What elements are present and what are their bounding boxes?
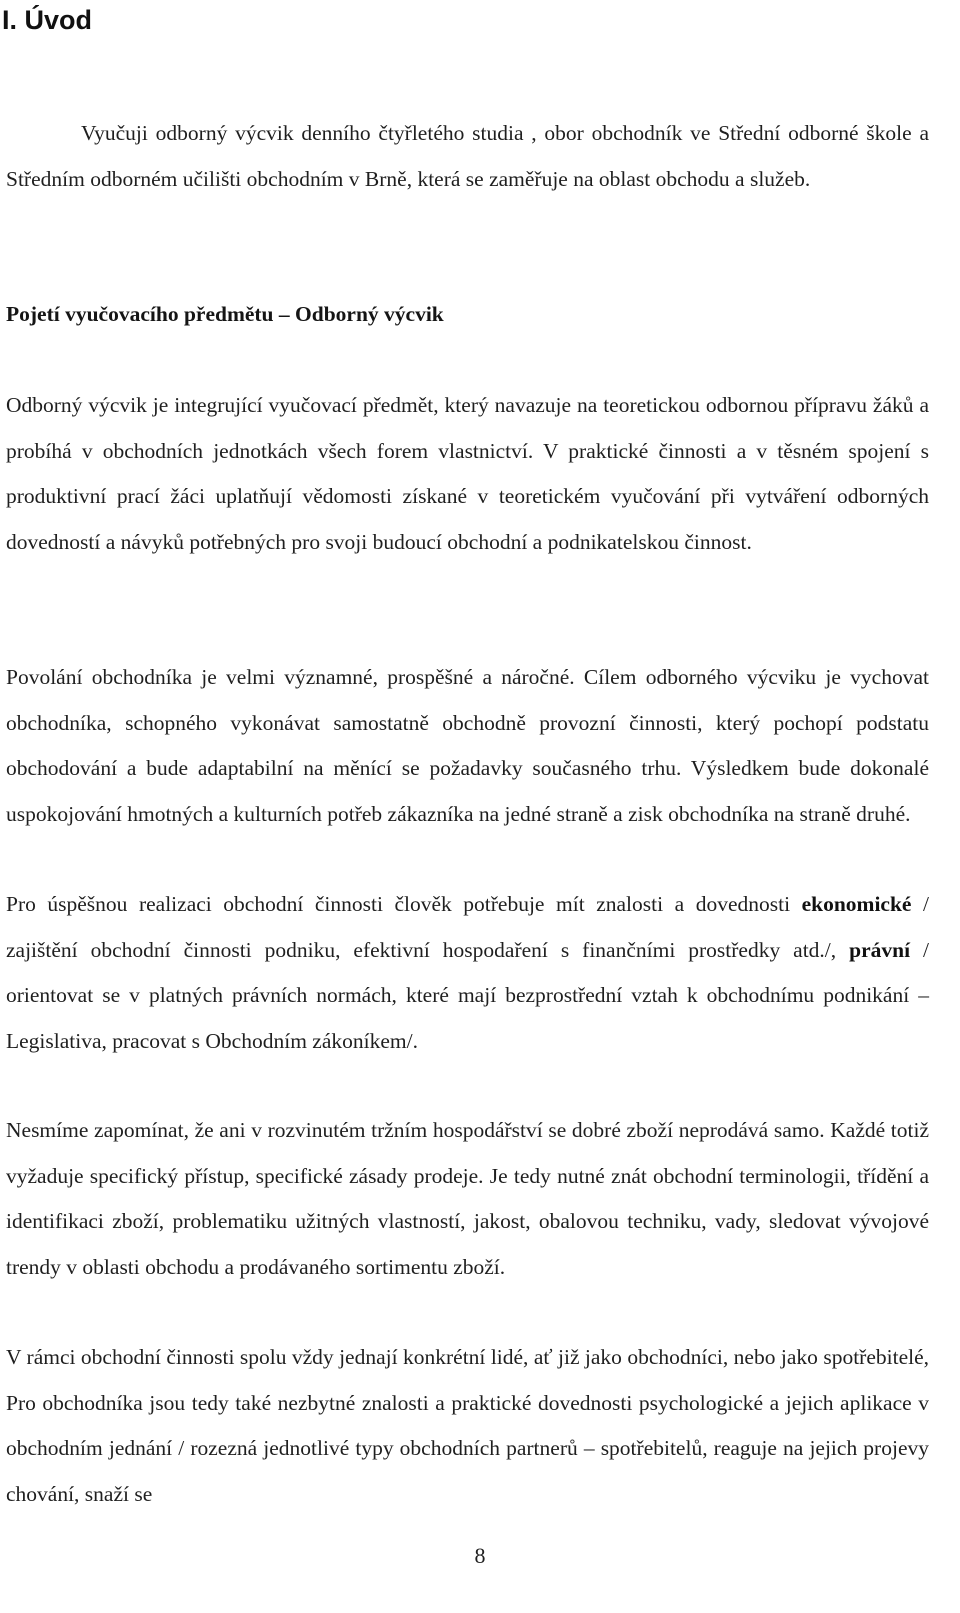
page-number: 8 bbox=[474, 1543, 486, 1568]
text-run: / orientovat se v platných právních normách, které mají bezprostřední vztah k obchodnímu podnikání – Legislativa, pracovat s Obchodním zákoníkem/. bbox=[6, 937, 929, 1053]
paragraph-v-ramci-obchodni-cinnosti: V rámci obchodní činnosti spolu vždy jednají konkrétní lidé, ať již jako obchodníci, nebo jako spotřebitelé, Pro obchodníka jsou tedy také nezbytné znalosti a praktické dovednosti psychologické a jejich aplikace v obchodním jednání / rozezná jednotlivé typy obchodních partnerů – spotřebitelů, reaguje na jejich projevy chování, snaží se bbox=[6, 1345, 929, 1506]
text-run: Pro úspěšnou realizaci obchodní činnosti člověk potřebuje mít znalosti a dovednosti bbox=[6, 892, 802, 916]
chapter-title: I. Úvod bbox=[2, 5, 93, 35]
paragraph-nesmime-zapominat: Nesmíme zapomínat, že ani v rozvinutém tržním hospodářství se dobré zboží neprodává samo. Každé totiž vyžaduje specifický přístup, specifické zásady prodeje. Je tedy nutné znát obchodní terminologii, třídění a identifikaci zboží, problematiku užitných vlastností, jakost, obalovou techniku, vady, sledovat vývojové trendy v oblasti obchodu a prodávaného sortimentu zboží. bbox=[6, 1118, 929, 1279]
paragraph-znalosti-dovednosti bbox=[6, 882, 929, 1064]
bold-term-ekonomicke: ekonomické bbox=[801, 892, 912, 916]
text-run: / zajištění obchodní činnosti podniku, efektivní hospodaření s finančními prostředky atd./, bbox=[6, 892, 929, 962]
bold-term-pravni: právní bbox=[849, 937, 911, 962]
intro-paragraph: Vyučuji odborný výcvik denního čtyřletého studia , obor obchodník ve Střední odborné škole a Středním odborném učilišti obchodním v Brně, která se zaměřuje na oblast obchodu a služeb. bbox=[6, 121, 929, 191]
paragraph-odborny-vycvik: Odborný výcvik je integrující vyučovací předmět, který navazuje na teoretickou odbornou přípravu žáků a probíhá v obchodních jednotkách všech forem vlastnictví. V praktické činnosti a v těsném spojení s produktivní prací žáci uplatňují vědomosti získané v teoretickém vyučování při vytváření odborných dovedností a návyků potřebných pro svoji budoucí obchodní a podnikatelskou činnost. bbox=[6, 393, 929, 554]
paragraph-povolani-obchodnika: Povolání obchodníka je velmi významné, prospěšné a náročné. Cílem odborného výcviku je vychovat obchodníka, schopného vykonávat samostatně obchodně provozní činnosti, který pochopí podstatu obchodování a bude adaptabilní na měnící se požadavky současného trhu. Výsledkem bude dokonalé uspokojování hmotných a kulturních potřeb zákazníka na jedné straně a zisk obchodníka na straně druhé. bbox=[6, 665, 929, 826]
section-heading: Pojetí vyučovacího předmětu – Odborný výcvik bbox=[6, 302, 444, 326]
